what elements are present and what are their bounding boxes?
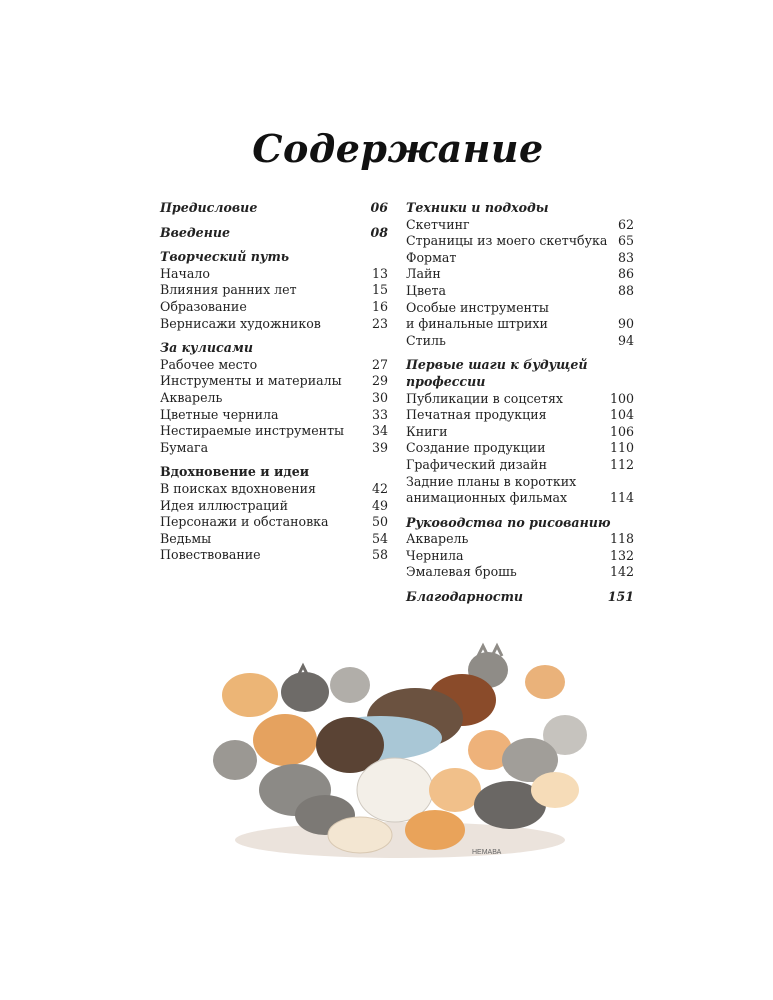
section-title: Руководства по рисованию: [406, 514, 611, 530]
toc-entry-title: Ведьмы: [160, 530, 212, 546]
toc-entry-page: 106: [609, 423, 634, 439]
toc-entry[interactable]: [406, 266, 634, 283]
toc-entry[interactable]: [160, 531, 388, 548]
toc-entry-title-line: анимационных фильмах: [406, 490, 568, 506]
toc-entry-page: 30: [371, 389, 388, 405]
toc-entry-page: 58: [371, 547, 388, 563]
toc-entry-title: Бумага: [160, 439, 209, 455]
cat-grey: [330, 667, 370, 703]
toc-entry-title: Страницы из моего скетчбука: [406, 233, 608, 249]
toc-entry-page: 49: [371, 497, 388, 513]
toc-entry-title: Графический дизайн: [406, 456, 547, 472]
toc-section-heading-creative-path: [160, 249, 388, 266]
toc-entry[interactable]: [160, 407, 388, 424]
toc-entry-page: 54: [371, 530, 388, 546]
toc-entry-page: 65: [617, 233, 634, 249]
artist-signature: НЕМАВА: [472, 849, 502, 856]
toc-entry-page: 06: [370, 200, 388, 215]
cat-grey: [281, 672, 329, 712]
toc-entry[interactable]: [406, 457, 634, 474]
toc-entry-page: 27: [371, 356, 388, 372]
toc-entry[interactable]: [160, 373, 388, 390]
toc-entry[interactable]: [406, 333, 634, 350]
toc-entry[interactable]: [406, 548, 634, 565]
toc-entry-title: Акварель: [160, 389, 223, 405]
toc-entry-page: 110: [609, 440, 634, 456]
toc-left-column: [160, 200, 388, 564]
cat-orange: [429, 768, 481, 812]
toc-entry[interactable]: [160, 266, 388, 283]
toc-entry[interactable]: [406, 233, 634, 250]
toc-entry-page: 16: [371, 298, 388, 314]
section-title: Творческий путь: [160, 249, 290, 265]
toc-entry-page: 118: [609, 531, 634, 547]
toc-entry[interactable]: [160, 440, 388, 457]
toc-entry-page: 29: [371, 373, 388, 389]
toc-entry[interactable]: [406, 564, 634, 581]
sleeping-girl-with-cats-illustration: [210, 640, 590, 865]
toc-section-heading-inspiration: [160, 464, 388, 481]
toc-entry[interactable]: [160, 282, 388, 299]
toc-entry-page: 142: [609, 564, 634, 580]
toc-entry-title: Печатная продукция: [406, 407, 547, 423]
toc-entry-page: 114: [609, 490, 634, 506]
toc-entry-title: Публикации в соцсетях: [406, 390, 563, 406]
toc-entry-page: 39: [371, 439, 388, 455]
toc-entry-page: 104: [609, 407, 634, 423]
toc-entry-title: Рабочее место: [160, 356, 258, 372]
toc-entry-page: 33: [371, 406, 388, 422]
page-title: Содержание: [252, 126, 544, 171]
toc-entry-page: 15: [371, 282, 388, 298]
toc-entry-title: Инструменты и материалы: [160, 373, 342, 389]
toc-entry-title: [406, 474, 610, 507]
toc-entry[interactable]: [160, 390, 388, 407]
toc-entry-page: 08: [370, 224, 388, 240]
cat-orange: [525, 665, 565, 699]
toc-entry-title: В поисках вдохновения: [160, 480, 316, 496]
toc-entry-title: Нестираемые инструменты: [160, 423, 345, 439]
toc-entry[interactable]: [160, 423, 388, 440]
toc-entry-title: Начало: [160, 265, 210, 281]
toc-entry-page: 83: [617, 249, 634, 265]
toc-entry-title-line: Особые инструменты: [406, 299, 549, 315]
toc-entry[interactable]: [160, 481, 388, 498]
toc-entry-page: 50: [371, 514, 388, 530]
toc-entry[interactable]: [160, 299, 388, 316]
cat-orange-tabby: [253, 714, 317, 766]
toc-entry[interactable]: [406, 474, 634, 507]
toc-entry-title: Цветные чернила: [160, 406, 279, 422]
toc-entry-title: Формат: [406, 249, 457, 265]
cat-grey: [213, 740, 257, 780]
toc-entry[interactable]: [160, 498, 388, 515]
toc-entry-page: 42: [371, 480, 388, 496]
toc-entry-title: Акварель: [406, 531, 469, 547]
toc-entry-title: Эмалевая брошь: [406, 564, 517, 580]
toc-section-heading-guides: [406, 515, 634, 532]
toc-entry-title: Стиль: [406, 332, 446, 348]
toc-entry-page: 88: [617, 282, 634, 298]
section-title: Первые шаги к будущей профессии: [406, 357, 588, 389]
section-title: За кулисами: [160, 340, 254, 356]
toc-entry-title: Создание продукции: [406, 440, 546, 456]
toc-entry[interactable]: [406, 424, 634, 441]
toc-entry[interactable]: [160, 547, 388, 564]
toc-entry-title: Книги: [406, 423, 448, 439]
toc-entry-title: [406, 300, 618, 333]
toc-entry-title: Благодарности: [406, 589, 524, 605]
toc-entry-intro[interactable]: [160, 225, 388, 242]
toc-entry-page: 132: [609, 547, 634, 563]
toc-entry[interactable]: [406, 391, 634, 408]
toc-entry-title: Образование: [160, 298, 247, 314]
toc-entry[interactable]: [406, 407, 634, 424]
toc-entry-page: 151: [607, 589, 634, 605]
toc-section-heading-backstage: [160, 340, 388, 357]
toc-entry[interactable]: [406, 217, 634, 234]
toc-entry-page: 34: [371, 423, 388, 439]
toc-entry-title: Лайн: [406, 266, 441, 282]
toc-entry-title: Предисловие: [160, 200, 258, 215]
toc-entry-title: Влияния ранних лет: [160, 282, 297, 298]
toc-entry-page: 100: [609, 390, 634, 406]
toc-section-heading-techniques: [406, 200, 634, 217]
section-title: Техники и подходы: [406, 200, 549, 215]
toc-entry[interactable]: [160, 357, 388, 374]
section-title: Вдохновение и идеи: [160, 464, 310, 480]
toc-entry-page: 94: [617, 332, 634, 348]
toc-entry-page: 23: [371, 315, 388, 331]
toc-entry-title: Персонажи и обстановка: [160, 514, 329, 530]
cat-cream: [328, 817, 392, 853]
cat-cream: [531, 772, 579, 808]
toc-entry-title: Вернисажи художников: [160, 315, 321, 331]
toc-section-heading-first-steps: [406, 357, 634, 390]
toc-entry-page: 62: [617, 216, 634, 232]
toc-entry-thanks[interactable]: [406, 589, 634, 606]
toc-entry[interactable]: [406, 440, 634, 457]
toc-entry-title: Повествование: [160, 547, 261, 563]
toc-entry[interactable]: [160, 514, 388, 531]
toc-entry-preface[interactable]: [160, 200, 388, 217]
toc-entry-title: Скетчинг: [406, 216, 470, 232]
cat-orange: [405, 810, 465, 850]
toc-entry-page: 13: [371, 265, 388, 281]
toc-entry-page: 86: [617, 266, 634, 282]
toc-entry-title-line: и финальные штрихи: [406, 316, 548, 332]
toc-entry-title: Идея иллюстраций: [160, 497, 288, 513]
toc-entry-title: Цвета: [406, 282, 447, 298]
toc-entry[interactable]: [406, 531, 634, 548]
toc-entry-title-line: Задние планы в коротких: [406, 473, 577, 489]
toc-entry[interactable]: [406, 300, 634, 333]
toc-entry-title: Введение: [160, 224, 231, 240]
toc-entry-page: 90: [617, 316, 634, 332]
cat-orange: [222, 673, 278, 717]
toc-entry[interactable]: [160, 316, 388, 333]
toc-entry[interactable]: [406, 283, 634, 300]
toc-entry[interactable]: [406, 250, 634, 267]
toc-entry-page: 112: [609, 456, 634, 472]
toc-right-column: [406, 200, 634, 606]
toc-entry-title: Чернила: [406, 547, 464, 563]
